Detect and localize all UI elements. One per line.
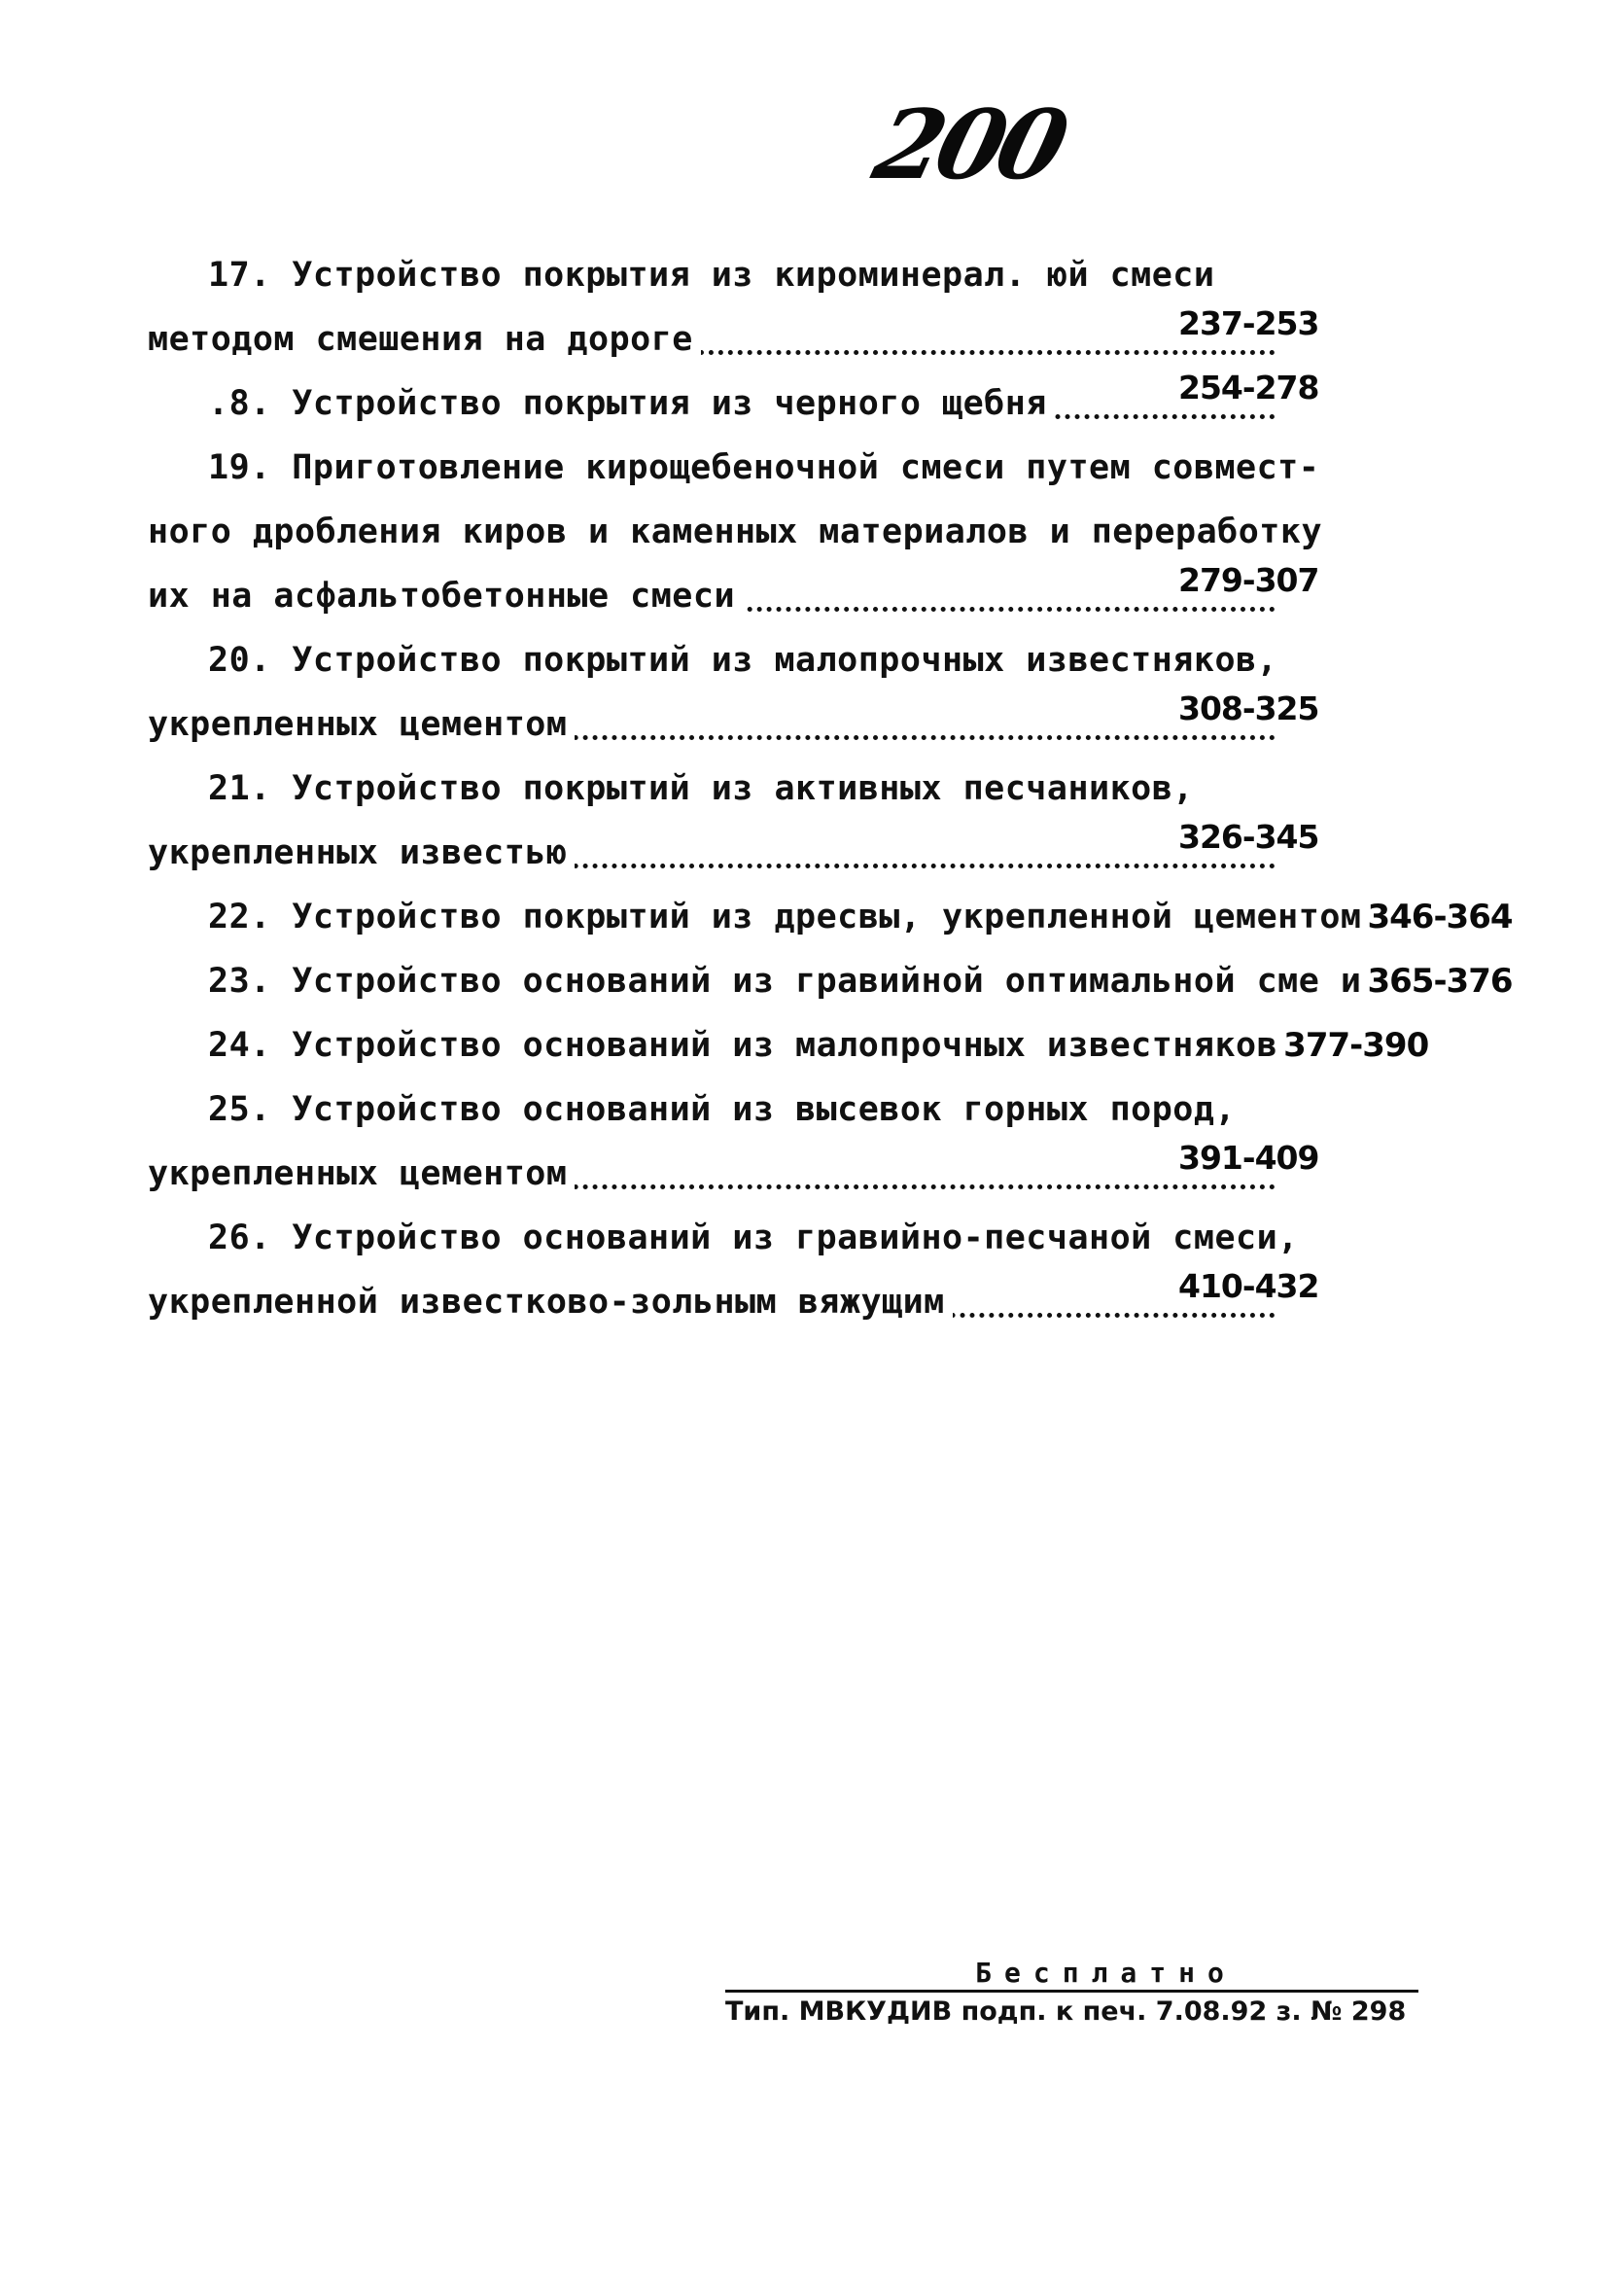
toc-line xyxy=(148,1267,1441,1334)
page-range: 254-278 xyxy=(1178,369,1319,406)
entry-number: 17. xyxy=(208,256,271,295)
entry-number: 24. xyxy=(208,1026,271,1065)
entry-title-line: укрепленных цементом xyxy=(148,705,575,744)
free-of-charge-label: Бесплатно xyxy=(725,1957,1418,1993)
entry-title-line: Приготовление кирощебеночной смеси путем совмест- xyxy=(292,448,1320,487)
toc-entry-22 xyxy=(148,885,1513,949)
entry-title-line: Устройство оснований из малопрочных известняков xyxy=(292,1026,1278,1065)
toc-entry-19 xyxy=(148,436,1441,628)
entry-title-line: укрепленных цементом xyxy=(148,1154,575,1193)
entry-title-line: Устройство оснований из высевок горных пород, xyxy=(292,1090,1237,1129)
toc-line xyxy=(148,689,1441,757)
toc-line xyxy=(148,885,1513,949)
entry-number: 21. xyxy=(208,769,271,808)
entry-title-line: укрепленной известково-зольным вяжущим xyxy=(148,1283,953,1322)
entry-number: 19. xyxy=(208,448,271,487)
page-range: 391-409 xyxy=(1178,1139,1319,1177)
entry-title-line: их на асфальтобетонные смеси xyxy=(148,577,743,616)
entry-title-line: укрепленных известью xyxy=(148,833,575,872)
entry-title-line: методом смешения на дороге xyxy=(148,320,701,359)
entry-title-line: Устройство покрытия из черного щебня xyxy=(292,384,1047,423)
entry-title-line: ного дробления киров и каменных материалов и переработку xyxy=(148,512,1323,551)
entry-title-line: Устройство покрытия из кироминерал. юй смеси xyxy=(292,256,1215,295)
entry-title-line: Устройство покрытий из малопрочных известняков, xyxy=(292,641,1278,680)
handwritten-page-number: 200 xyxy=(863,89,1073,201)
printing-info: Тип. МВКУДИВ подп. к печ. 7.08.92 з. № 298 xyxy=(725,1996,1407,2027)
page-range: 377-390 xyxy=(1283,1026,1429,1065)
toc-line xyxy=(148,818,1441,885)
toc-entry-24 xyxy=(148,1013,1441,1077)
entry-number: 20. xyxy=(208,641,271,680)
entry-title-line: Устройство покрытий из дресвы, укрепленной цементом xyxy=(292,898,1362,936)
entry-title-line: Устройство оснований из гравийной оптимальной сме и xyxy=(292,962,1362,1001)
toc-line xyxy=(148,561,1441,628)
toc-entry-23 xyxy=(148,949,1513,1013)
page-range: 346-364 xyxy=(1367,898,1513,936)
page-range: 237-253 xyxy=(1178,304,1319,342)
toc-line xyxy=(148,1013,1441,1077)
imprint-block xyxy=(725,1957,1418,2031)
toc-entry-25 xyxy=(148,1077,1441,1206)
toc-entry-17 xyxy=(148,243,1441,371)
entry-number: 23. xyxy=(208,962,271,1001)
entry-number: 22. xyxy=(208,898,271,936)
entry-title-line: Устройство покрытий из активных песчаников, xyxy=(292,769,1194,808)
page-range: 365-376 xyxy=(1367,962,1513,1001)
page-range: 410-432 xyxy=(1178,1267,1319,1305)
toc-line xyxy=(148,371,1441,436)
toc-entry-20 xyxy=(148,628,1441,757)
toc-line xyxy=(148,1139,1441,1206)
page-range: 326-345 xyxy=(1178,818,1319,856)
page-range: 279-307 xyxy=(1178,561,1319,599)
toc-line xyxy=(148,949,1513,1013)
page-range: 308-325 xyxy=(1178,689,1319,727)
entry-number: 25. xyxy=(208,1090,271,1129)
entry-number: 26. xyxy=(208,1219,271,1257)
entry-title-line: Устройство оснований из гравийно-песчаной смеси, xyxy=(292,1219,1299,1257)
toc-entry-21 xyxy=(148,757,1441,885)
toc-entry-18 xyxy=(148,371,1441,436)
toc-line xyxy=(148,436,1441,500)
toc-entry-26 xyxy=(148,1206,1441,1334)
table-of-contents xyxy=(148,243,1513,1334)
entry-number: .8. xyxy=(208,384,271,423)
